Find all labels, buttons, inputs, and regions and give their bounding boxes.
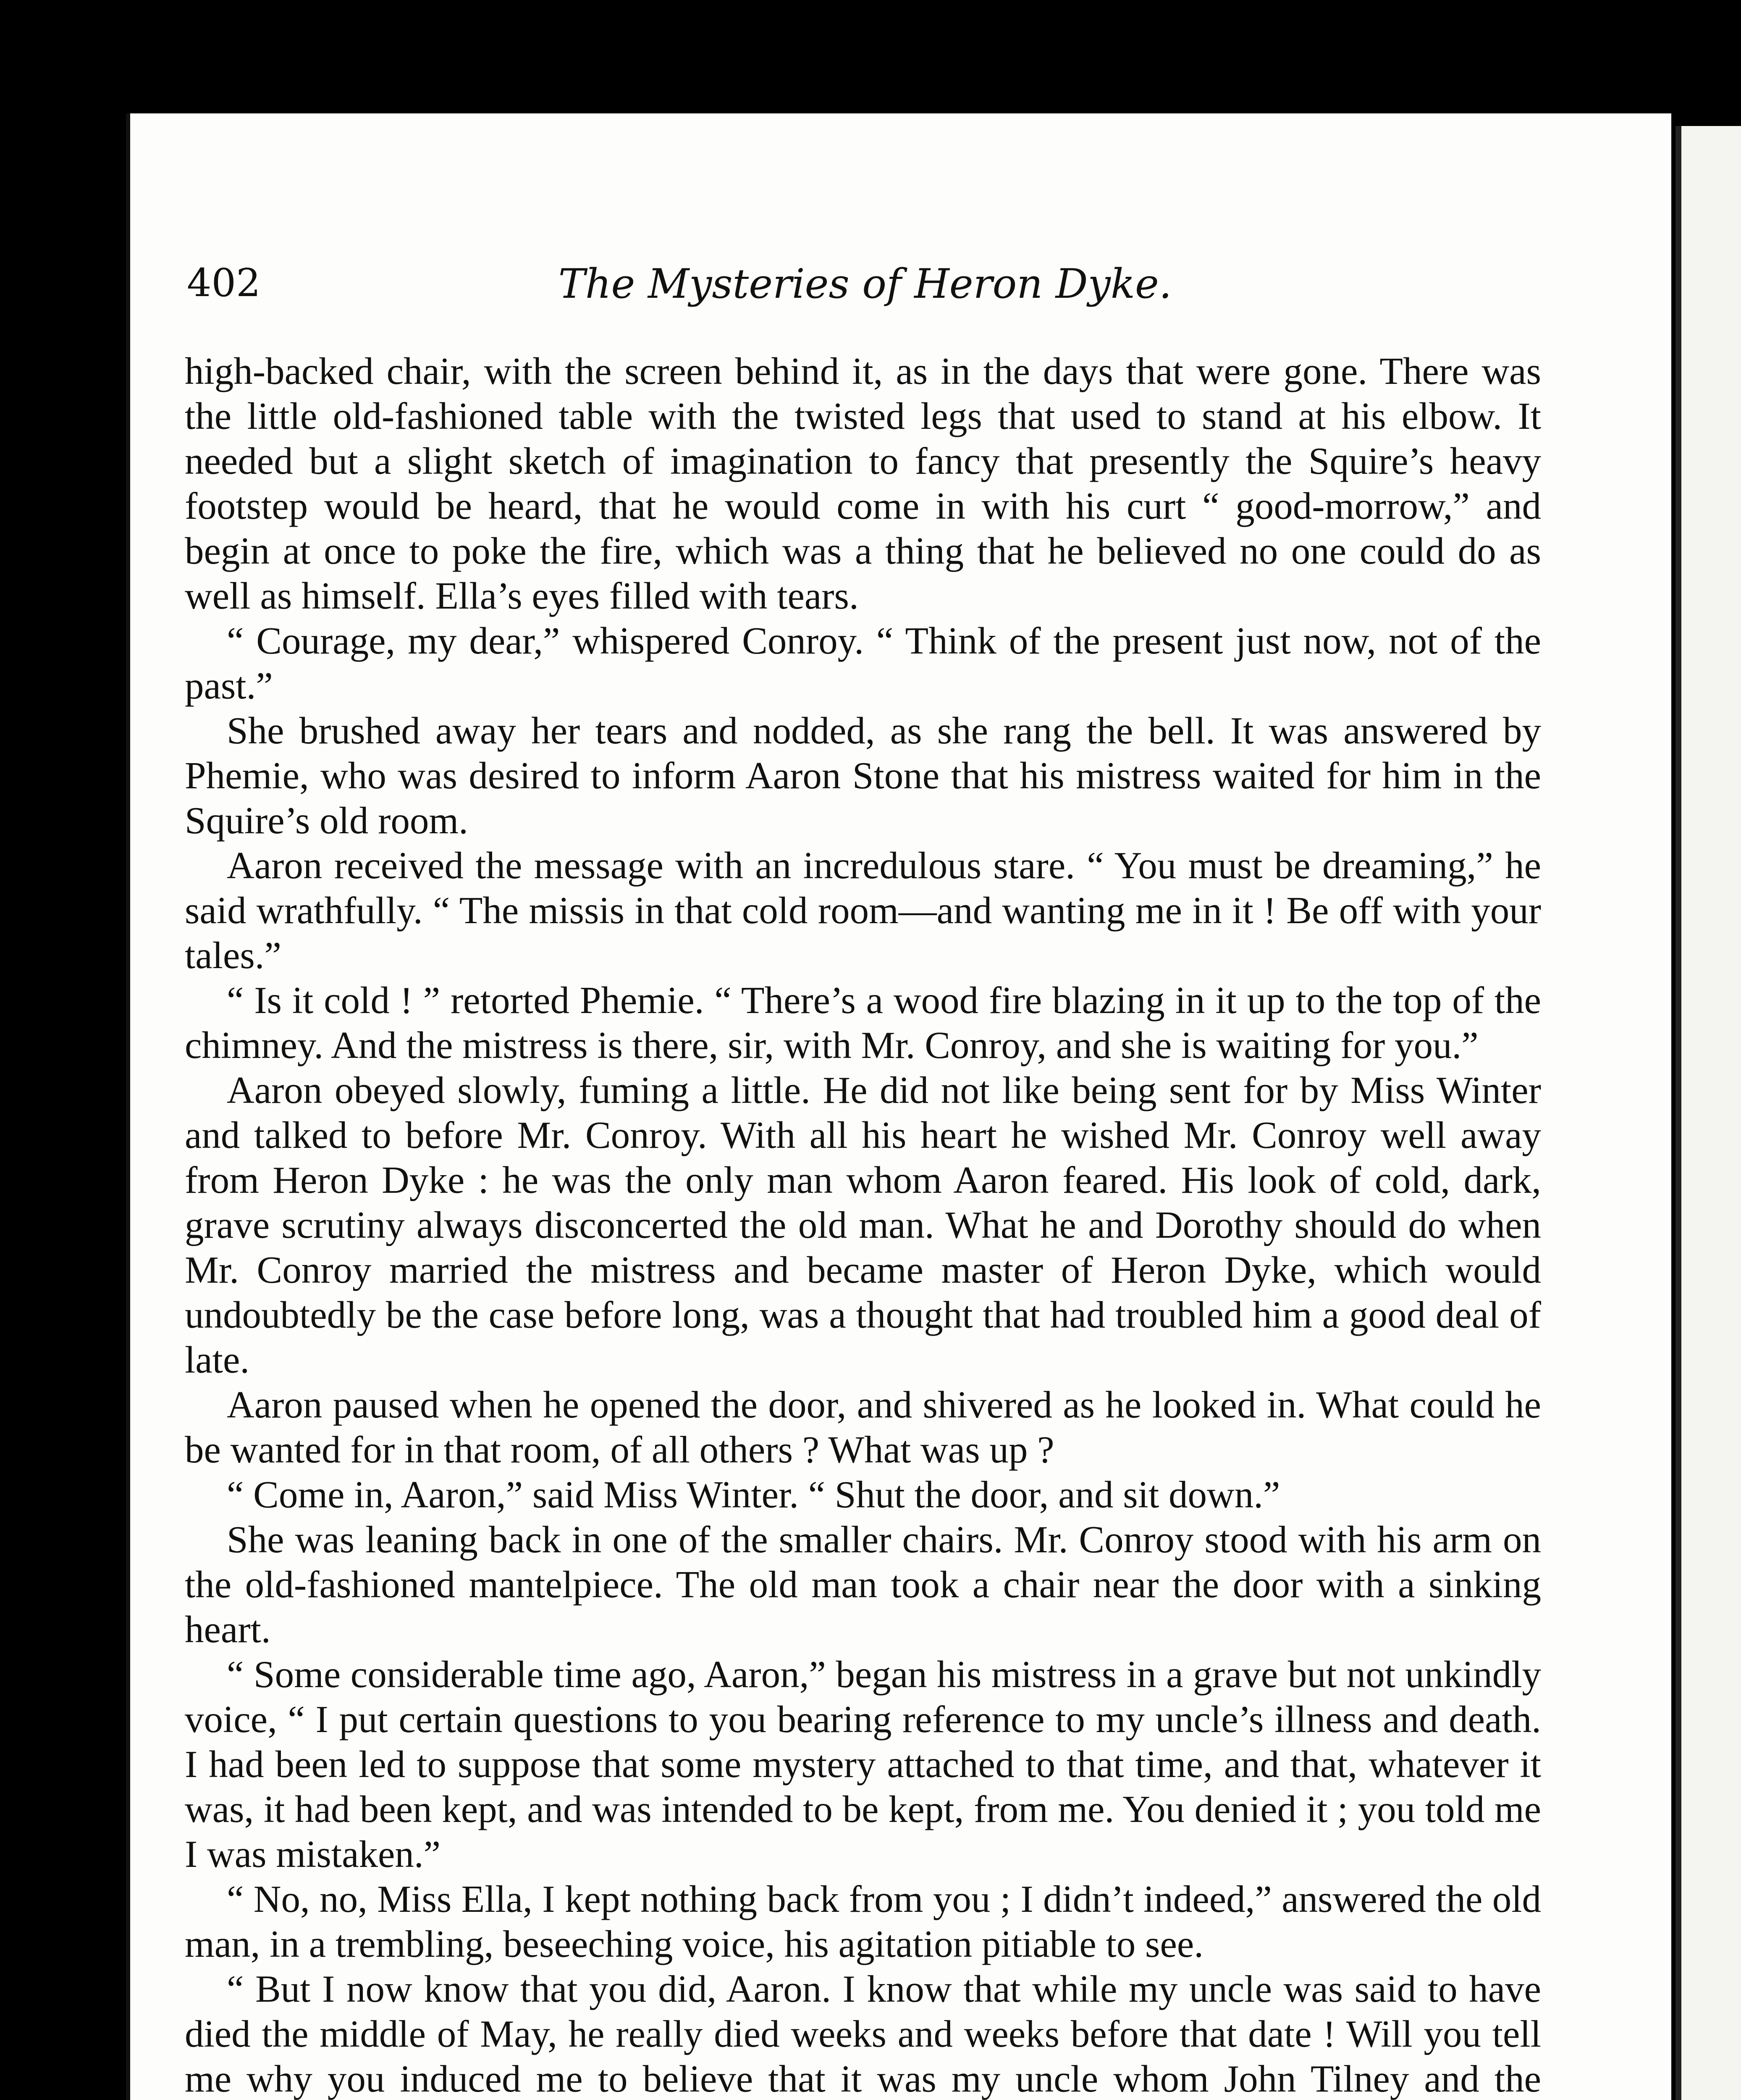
page-header <box>187 260 1543 311</box>
paragraph: “ No, no, Miss Ella, I kept nothing back from you ; I didn’t indeed,” answered the old man, in a trembling, beseeching voice, his agitation pitiable to see. <box>185 1878 1541 1965</box>
paragraph: “ But I now know that you did, Aaron. I know that while my uncle was said to have died the middle of May, he really died weeks and weeks before that date ! Will you tell me why you induced me to believe that it was my uncle whom John Tilney and the <box>185 1968 1541 2100</box>
paragraph: “ Is it cold ! ” retorted Phemie. “ There’s a wood fire blazing in it up to the top of the chimney. And the mistress is there, sir, with Mr. Conroy, and she is waiting for you.” <box>185 979 1541 1066</box>
paragraph: Aaron obeyed slowly, fuming a little. He did not like being sent for by Miss Winter and talked to before Mr. Conroy. With all his heart he wished Mr. Conroy well away from Heron Dyke : he was the only man whom Aaron feared. His look of cold, dark, grave scrutiny always disconcerted the old man. What he and Dorothy should do when Mr. Conroy married the mistress and became master of Heron Dyke, which would undoubtedly be the case before long, was a thought that had troubled him a good deal of late. <box>185 1069 1541 1381</box>
paragraph: She brushed away her tears and nodded, as she rang the bell. It was answered by Phemie, who was desired to inform Aaron Stone that his mistress waited for him in the Squire’s old room. <box>185 709 1541 842</box>
paragraph: “ Courage, my dear,” whispered Conroy. “ Think of the present just now, not of the past.” <box>185 620 1541 707</box>
adjacent-page-edge <box>1675 126 1741 2100</box>
running-title: The Mysteries of Heron Dyke. <box>558 260 1172 307</box>
paragraph: “ Come in, Aaron,” said Miss Winter. “ Shut the door, and sit down.” <box>227 1473 1280 1516</box>
page-number: 402 <box>187 260 261 305</box>
paragraph: high-backed chair, with the screen behind it, as in the days that were gone. There was the little old-fashioned table with the twisted legs that used to stand at his elbow. It needed but a slight sketch of imagination to fancy that presently the Squire’s heavy footstep would be heard, that he would come in with his curt “ good-morrow,” and begin at once to poke the fire, which was a thing that he believed no one could do as well as himself. Ella’s eyes filled with tears. <box>185 350 1541 617</box>
paragraph: Aaron received the message with an incredulous stare. “ You must be dreaming,” he said wrathfully. “ The missis in that cold room—and wanting me in it ! Be off with your tales.” <box>185 844 1541 976</box>
paragraph: She was leaning back in one of the smaller chairs. Mr. Conroy stood with his arm on the old-fashioned mantelpiece. The old man took a chair near the door with a sinking heart. <box>185 1518 1541 1651</box>
paragraph: “ Some considerable time ago, Aaron,” began his mistress in a grave but not unkindly voice, “ I put certain questions to you bearing reference to my uncle’s illness and death. I had been led to suppose that some mystery attached to that time, and that, whatever it was, it had been kept, and was intended to be kept, from me. You denied it ; you told me I was mistaken.” <box>185 1653 1541 1875</box>
body-text <box>185 349 1541 2100</box>
paragraph: Aaron paused when he opened the door, and shivered as he looked in. What could he be wanted for in that room, of all others ? What was up ? <box>185 1383 1541 1471</box>
